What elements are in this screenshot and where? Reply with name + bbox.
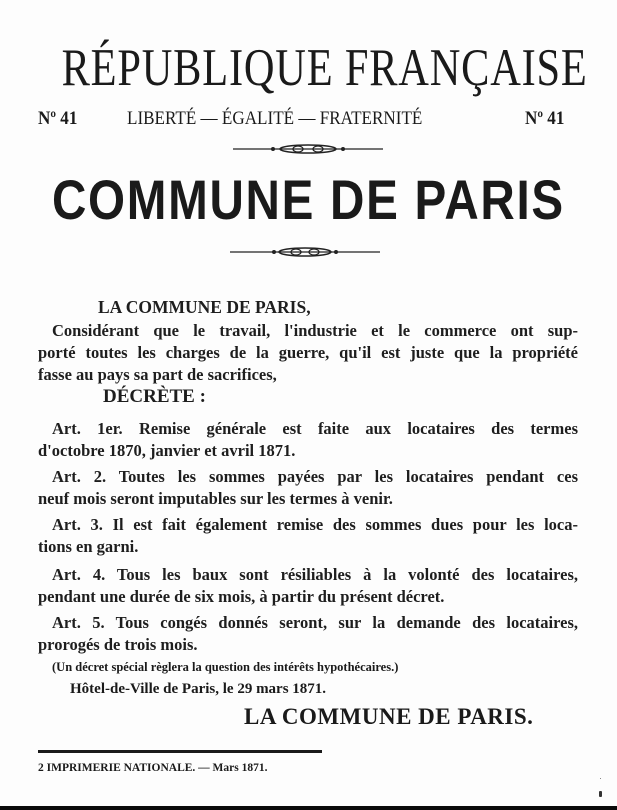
bottom-border [0, 806, 617, 810]
place-date: Hôtel-de-Ville de Paris, le 29 mars 1871. [70, 681, 327, 697]
decree-lead: LA COMMUNE DE PARIS, [98, 297, 311, 317]
footer-divider [38, 750, 322, 753]
poster-title: RÉPUBLIQUE FRANÇAISE [61, 39, 588, 97]
article-4-line-2: pendant une durée de six mois, à partir du présent décret. [38, 587, 445, 606]
ornament-icon [233, 141, 383, 157]
article-2-line-2: neuf mois seront imputables sur les termes à venir. [38, 489, 393, 508]
article-4-line-1: Art. 4. Tous les baux sont résiliables à la volonté des locataires, [52, 565, 578, 584]
decree-note: (Un décret spécial règlera la question des intérêts hypothécaires.) [52, 660, 399, 674]
article-5-line-1: Art. 5. Tous congés donnés seront, sur la demande des locataires, [52, 613, 578, 632]
commune-title: COMMUNE DE PARIS [51, 168, 565, 231]
preamble-line: porté toutes les charges de la guerre, qu'il est juste que la propriété [38, 343, 578, 362]
article-5-line-2: prorogés de trois mois. [38, 635, 198, 654]
signature: LA COMMUNE DE PARIS. [244, 704, 534, 729]
motto: LIBERTÉ — ÉGALITÉ — FRATERNITÉ [127, 108, 423, 129]
issue-number-right: Nº 41 [525, 108, 565, 129]
article-1-line-1: Art. 1er. Remise générale est faite aux locataires des termes [52, 419, 578, 438]
article-2-line-1: Art. 2. Toutes les sommes payées par les locataires pendant ces [52, 467, 578, 486]
article-1-line-2: d'octobre 1870, janvier et avril 1871. [38, 441, 296, 460]
preamble-line: fasse au pays sa part de sacrifices, [38, 365, 277, 384]
ink-speck [599, 791, 602, 797]
ornament-icon [230, 244, 380, 260]
issue-number-left: Nº 41 [38, 108, 78, 129]
article-3-line-1: Art. 3. Il est fait également remise des sommes dues pour les loca- [52, 515, 578, 534]
printer-credit: 2 IMPRIMERIE NATIONALE. — Mars 1871. [38, 762, 268, 774]
ink-speck [600, 778, 601, 779]
decrete-heading: DÉCRÈTE : [103, 386, 206, 407]
article-3-line-2: tions en garni. [38, 537, 139, 556]
preamble-line: Considérant que le travail, l'industrie et le commerce ont sup- [52, 321, 578, 340]
